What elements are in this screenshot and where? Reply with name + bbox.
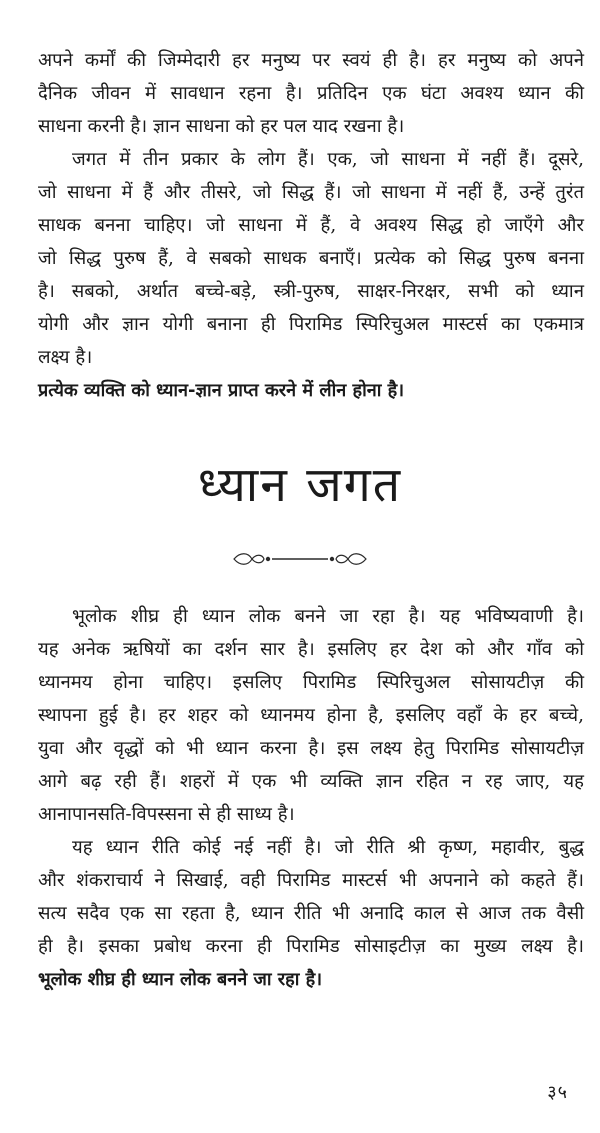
text-line: जगत में तीन प्रकार के लोग हैं। एक, जो साधना में नहीं हैं। दूसरे, bbox=[72, 149, 584, 170]
text-line: जो साधना में हैं और तीसरे, जो सिद्ध हैं। जो साधना में नहीं हैं, उन्हें तुरंत bbox=[38, 182, 584, 203]
section-bottom-text bbox=[38, 600, 584, 996]
text-line: यह अनेक ऋषियों का दर्शन सार है। इसलिए हर देश को और गाँव को bbox=[38, 639, 584, 660]
text-line: आगे बढ़ रही हैं। शहरों में एक भी व्यक्ति ज्ञान रहित न रह जाए, यह bbox=[38, 771, 584, 792]
text-line: दैनिक जीवन में सावधान रहना है। प्रतिदिन एक घंटा अवश्य ध्यान की bbox=[38, 83, 584, 104]
section-heading: ध्यान जगत bbox=[197, 457, 403, 513]
text-line: अपने कर्मों की जिम्मेदारी हर मनुष्य पर स्वयं ही है। हर मनुष्य को अपने bbox=[38, 50, 584, 71]
text-line: युवा और वृद्धों को भी ध्यान करना है। इस लक्ष्य हेतु पिरामिड सोसायटीज़ bbox=[38, 738, 584, 759]
text-line: योगी और ज्ञान योगी बनाना ही पिरामिड स्पिरिचुअल मास्टर्स का एकमात्र bbox=[38, 314, 584, 335]
page-number: ३५ bbox=[547, 1082, 568, 1103]
text-line: जो सिद्ध पुरुष हैं, वे सबको साधक बनाएँ। प्रत्येक को सिद्ध पुरुष बनना bbox=[38, 248, 584, 269]
text-line: ही है। इसका प्रबोध करना ही पिरामिड सोसाइटीज़ का मुख्य लक्ष्य है। bbox=[38, 936, 584, 957]
section-top-text bbox=[38, 44, 584, 407]
bold-summary-line: प्रत्येक व्यक्ति को ध्यान-ज्ञान प्राप्त करने में लीन होना है। bbox=[38, 380, 405, 401]
text-line: यह ध्यान रीति कोई नई नहीं है। जो रीति श्री कृष्ण, महावीर, बुद्ध bbox=[72, 837, 584, 858]
text-line: है। सबको, अर्थात बच्चे-बड़े, स्त्री-पुरुष, साक्षर-निरक्षर, सभी को ध्यान bbox=[38, 281, 584, 302]
text-line: स्थापना हुई है। हर शहर को ध्यानमय होना है, इसलिए वहाँ के हर बच्चे, bbox=[38, 705, 584, 726]
text-line: सत्य सदैव एक सा रहता है, ध्यान रीति भी अनादि काल से आज तक वैसी bbox=[38, 903, 584, 924]
text-line: भूलोक शीघ्र ही ध्यान लोक बनने जा रहा है। यह भविष्यवाणी है। bbox=[72, 606, 584, 627]
bold-summary-line: भूलोक शीघ्र ही ध्यान लोक बनने जा रहा है। bbox=[38, 969, 323, 990]
text-line: और शंकराचार्य ने सिखाई, वही पिरामिड मास्टर्स भी अपनाने को कहते हैं। bbox=[38, 870, 584, 891]
text-line: लक्ष्य है। bbox=[38, 347, 93, 368]
text-line: साधक बनना चाहिए। जो साधना में हैं, वे अवश्य सिद्ध हो जाएँगे और bbox=[38, 215, 584, 236]
text-line: साधना करनी है। ज्ञान साधना को हर पल याद रखना है। bbox=[38, 116, 405, 137]
text-line: आनापानसति-विपस्सना से ही साध्य है। bbox=[38, 804, 295, 825]
text-line: ध्यानमय होना चाहिए। इसलिए पिरामिड स्पिरिचुअल सोसायटीज़ की bbox=[38, 672, 584, 693]
ornamental-divider-icon bbox=[232, 546, 368, 572]
